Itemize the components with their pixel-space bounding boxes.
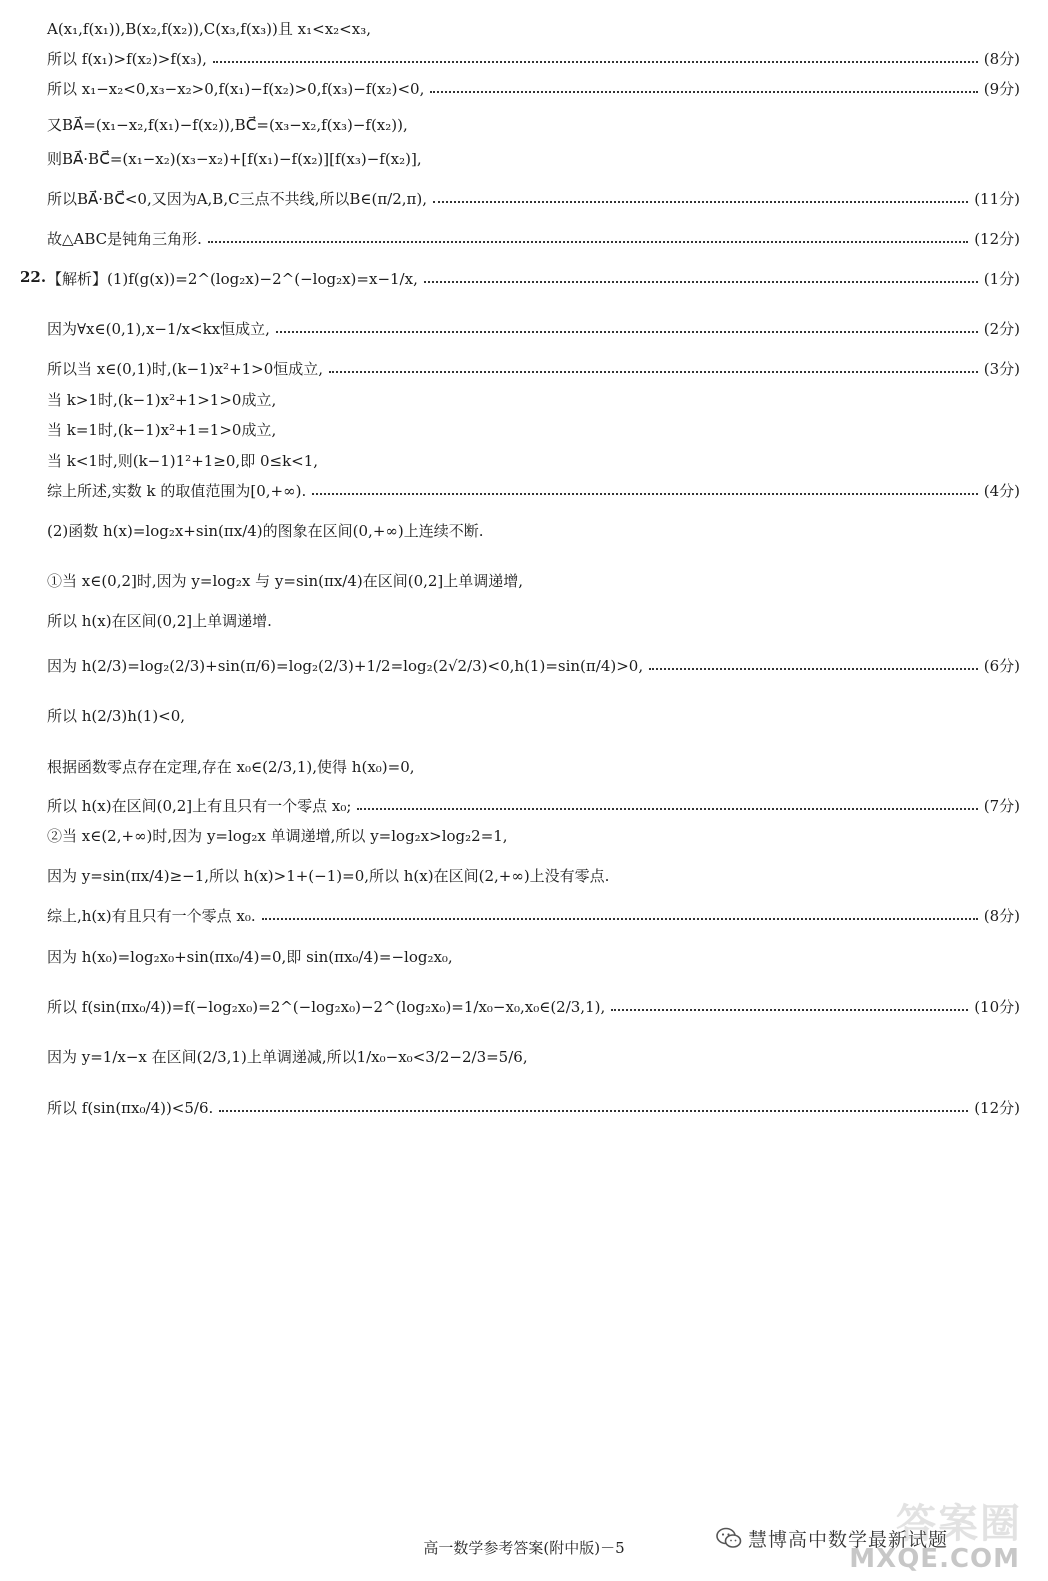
answer-line: [47, 1046, 1020, 1067]
line-text: 【解析】(1)f(g(x))=2^(log₂x)−2^(−log₂x)=x−1/x,: [47, 270, 418, 288]
line-text: 所以 f(sin(πx₀/4))=f(−log₂x₀)=2^(−log₂x₀)−2^(log₂x₀)=1/x₀−x₀,x₀∈(2/3,1),: [47, 998, 606, 1016]
score-label: (6分): [983, 657, 1020, 675]
answer-line: [47, 865, 1020, 886]
answer-line: [47, 358, 1020, 379]
answer-line: [47, 905, 1020, 926]
watermark-url: MXQE.COM: [849, 1544, 1020, 1574]
score-label: (1分): [983, 270, 1020, 288]
line-text: 根据函数零点存在定理,存在 x₀∈(2/3,1),使得 h(x₀)=0,: [47, 758, 415, 776]
line-text: 因为∀x∈(0,1),x−1/x<kx恒成立,: [47, 320, 270, 338]
answer-line: [47, 148, 1020, 169]
score-label: (11分): [974, 190, 1020, 208]
dot-leader: [424, 281, 978, 283]
answer-line: [47, 570, 1020, 591]
answer-line: [47, 480, 1020, 501]
answer-line: [47, 419, 1020, 440]
line-text: 则BA⃗·BC⃗=(x₁−x₂)(x₃−x₂)+[f(x₁)−f(x₂)][f(x₃)−f(x₂)],: [47, 150, 422, 168]
answer-line: [47, 1097, 1020, 1118]
dot-leader: [357, 808, 977, 810]
score-label: (9分): [983, 80, 1020, 98]
dot-leader: [208, 241, 968, 243]
dot-leader: [219, 1110, 968, 1112]
line-text: 当 k<1时,则(k−1)1²+1≥0,即 0≤k<1,: [47, 452, 319, 470]
answer-line: [47, 610, 1020, 631]
answer-line: [47, 318, 1020, 339]
dot-leader: [649, 668, 978, 670]
line-text: 因为 y=sin(πx/4)≥−1,所以 h(x)>1+(−1)=0,所以 h(x)在区间(2,+∞)上没有零点.: [47, 867, 610, 885]
line-text: 所以 x₁−x₂<0,x₃−x₂>0,f(x₁)−f(x₂)>0,f(x₃)−f(x₂)<0,: [47, 80, 425, 98]
answer-line: [47, 389, 1020, 410]
line-text: 所以BA⃗·BC⃗<0,又因为A,B,C三点不共线,所以B∈(π/2,π),: [47, 190, 428, 208]
dot-leader: [329, 371, 978, 373]
score-label: (12分): [974, 230, 1020, 248]
answer-line: [47, 655, 1020, 676]
dot-leader: [430, 91, 977, 93]
answer-line: [47, 450, 1020, 471]
line-text: 因为 h(2/3)=log₂(2/3)+sin(π/6)=log₂(2/3)+1/2=log₂(2√2/3)<0,h(1)=sin(π/4)>0,: [47, 657, 644, 675]
score-label: (7分): [983, 797, 1020, 815]
page-footer: 高一数学参考答案(附中版)－5: [423, 1539, 625, 1557]
score-label: (8分): [983, 907, 1020, 925]
dot-leader: [213, 61, 978, 63]
answer-line: [47, 18, 1020, 39]
question-number: 22.: [20, 268, 47, 286]
answer-line: [47, 795, 1020, 816]
line-text: ①当 x∈(0,2]时,因为 y=log₂x 与 y=sin(πx/4)在区间(0,2]上单调递增,: [47, 572, 524, 590]
answer-line: [47, 756, 1020, 777]
line-text: 综上所述,实数 k 的取值范围为[0,+∞).: [47, 482, 307, 500]
line-text: 因为 y=1/x−x 在区间(2/3,1)上单调递减,所以1/x₀−x₀<3/2−2/3=5/6,: [47, 1048, 528, 1066]
dot-leader: [433, 201, 968, 203]
answer-line: [47, 946, 1020, 967]
line-text: 所以 h(x)在区间(0,2]上有且只有一个零点 x₀;: [47, 797, 352, 815]
line-text: 因为 h(x₀)=log₂x₀+sin(πx₀/4)=0,即 sin(πx₀/4)=−log₂x₀,: [47, 948, 453, 966]
answer-line: [47, 228, 1020, 249]
score-label: (2分): [983, 320, 1020, 338]
answer-line: [47, 825, 1020, 846]
score-label: (12分): [974, 1099, 1020, 1117]
score-label: (8分): [983, 50, 1020, 68]
line-text: 当 k>1时,(k−1)x²+1>1>0成立,: [47, 391, 277, 409]
answer-line: [47, 188, 1020, 209]
line-text: 故△ABC是钝角三角形.: [47, 230, 202, 248]
line-text: (2)函数 h(x)=log₂x+sin(πx/4)的图象在区间(0,+∞)上连续不断.: [47, 522, 484, 540]
line-text: 所以 f(sin(πx₀/4))<5/6.: [47, 1099, 214, 1117]
line-text: 所以 h(2/3)h(1)<0,: [47, 707, 186, 725]
line-text: 所以 f(x₁)>f(x₂)>f(x₃),: [47, 50, 207, 68]
score-label: (4分): [983, 482, 1020, 500]
line-text: 所以当 x∈(0,1)时,(k−1)x²+1>0恒成立,: [47, 360, 324, 378]
answer-line: [47, 996, 1020, 1017]
dot-leader: [276, 331, 978, 333]
score-label: (10分): [974, 998, 1020, 1016]
watermark-account: 慧博高中数学最新试题: [748, 1528, 949, 1551]
answer-line: [47, 268, 1020, 289]
line-text: 所以 h(x)在区间(0,2]上单调递增.: [47, 612, 272, 630]
line-text: 又BA⃗=(x₁−x₂,f(x₁)−f(x₂)),BC⃗=(x₃−x₂,f(x₃)−f(x₂)),: [47, 116, 408, 134]
dot-leader: [262, 918, 978, 920]
answer-line: [47, 48, 1020, 69]
line-text: A(x₁,f(x₁)),B(x₂,f(x₂)),C(x₃,f(x₃))且 x₁<x₂<x₃,: [47, 20, 371, 38]
answer-line: [47, 78, 1020, 99]
answer-line: [47, 705, 1020, 726]
score-label: (3分): [983, 360, 1020, 378]
dot-leader: [312, 493, 978, 495]
answer-line: [47, 520, 1020, 541]
dot-leader: [611, 1009, 968, 1011]
watermark-logo: 答案圈: [896, 1501, 1022, 1547]
line-text: 综上,h(x)有且只有一个零点 x₀.: [47, 907, 256, 925]
line-text: ②当 x∈(2,+∞)时,因为 y=log₂x 单调递增,所以 y=log₂x>log₂2=1,: [47, 827, 508, 845]
answer-line: [47, 114, 1020, 135]
line-text: 当 k=1时,(k−1)x²+1=1>0成立,: [47, 421, 277, 439]
